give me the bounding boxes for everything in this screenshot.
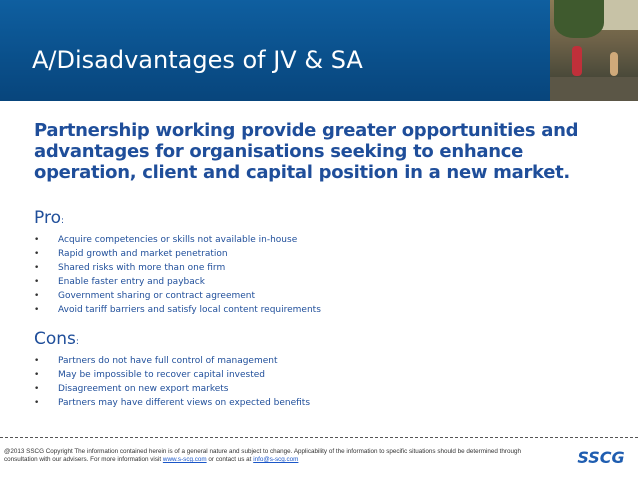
list-item — [34, 368, 594, 382]
list-item — [34, 354, 594, 368]
cons-heading — [34, 329, 79, 349]
footer-text: or contact us at — [206, 456, 254, 463]
footer-text: @2013 SSCG Copyright The information contained herein is of a general nature and subject to change. Applicability of the information to specific situations should be determined through consultation with our advisers. For more information visit — [4, 448, 521, 463]
photo-tree — [554, 0, 604, 38]
list-item-text: Partners do not have full control of management — [58, 356, 278, 366]
email-link[interactable]: info@s-scg.com — [253, 456, 299, 463]
footer-divider — [0, 437, 638, 438]
slide-title: A/Disadvantages of JV & SA — [32, 46, 363, 74]
bullet-icon: • — [34, 398, 40, 408]
pro-list — [34, 233, 594, 317]
list-item-text: Avoid tariff barriers and satisfy local content requirements — [58, 305, 321, 315]
bullet-icon: • — [34, 277, 40, 287]
list-item-text: Acquire competencies or skills not available in-house — [58, 235, 298, 245]
sscg-logo — [575, 447, 627, 467]
list-item — [34, 382, 594, 396]
list-item-text: Rapid growth and market penetration — [58, 249, 228, 259]
bullet-icon: • — [34, 263, 40, 273]
slide-header — [0, 0, 638, 101]
list-item — [34, 261, 594, 275]
photo-sky — [598, 0, 638, 30]
slide-headline: Partnership working provide greater opportunities and advantages for organisations seeking to enhance operation, client and capital position in a new market. — [34, 120, 579, 183]
pro-label: Pro — [34, 208, 61, 228]
footer-copyright — [4, 448, 524, 464]
bullet-icon: • — [34, 249, 40, 259]
cons-list — [34, 354, 594, 410]
logo-text: SSCG — [577, 448, 625, 467]
list-item-text: May be impossible to recover capital invested — [58, 370, 265, 380]
list-item — [34, 247, 594, 261]
cons-label: Cons — [34, 329, 76, 349]
list-item-text: Disagreement on new export markets — [58, 384, 229, 394]
cons-colon: : — [75, 337, 79, 347]
pro-colon: : — [60, 216, 65, 226]
list-item — [34, 275, 594, 289]
list-item — [34, 396, 594, 410]
list-item-text: Partners may have different views on expected benefits — [58, 398, 311, 408]
list-item-text: Government sharing or contract agreement — [58, 291, 256, 301]
list-item — [34, 289, 594, 303]
bullet-icon: • — [34, 305, 40, 315]
pro-heading — [34, 208, 64, 228]
list-item — [34, 233, 594, 247]
photo-road — [550, 77, 638, 101]
website-link[interactable]: www.s-scg.com — [162, 456, 207, 463]
list-item — [34, 303, 594, 317]
bullet-icon: • — [34, 384, 40, 394]
bullet-icon: • — [34, 291, 40, 301]
list-item-text: Shared risks with more than one firm — [58, 263, 226, 273]
header-photo — [550, 0, 638, 101]
photo-person — [610, 52, 618, 76]
list-item-text: Enable faster entry and payback — [58, 277, 205, 287]
bullet-icon: • — [34, 356, 40, 366]
bullet-icon: • — [34, 235, 40, 245]
bullet-icon: • — [34, 370, 40, 380]
photo-person — [572, 46, 582, 76]
